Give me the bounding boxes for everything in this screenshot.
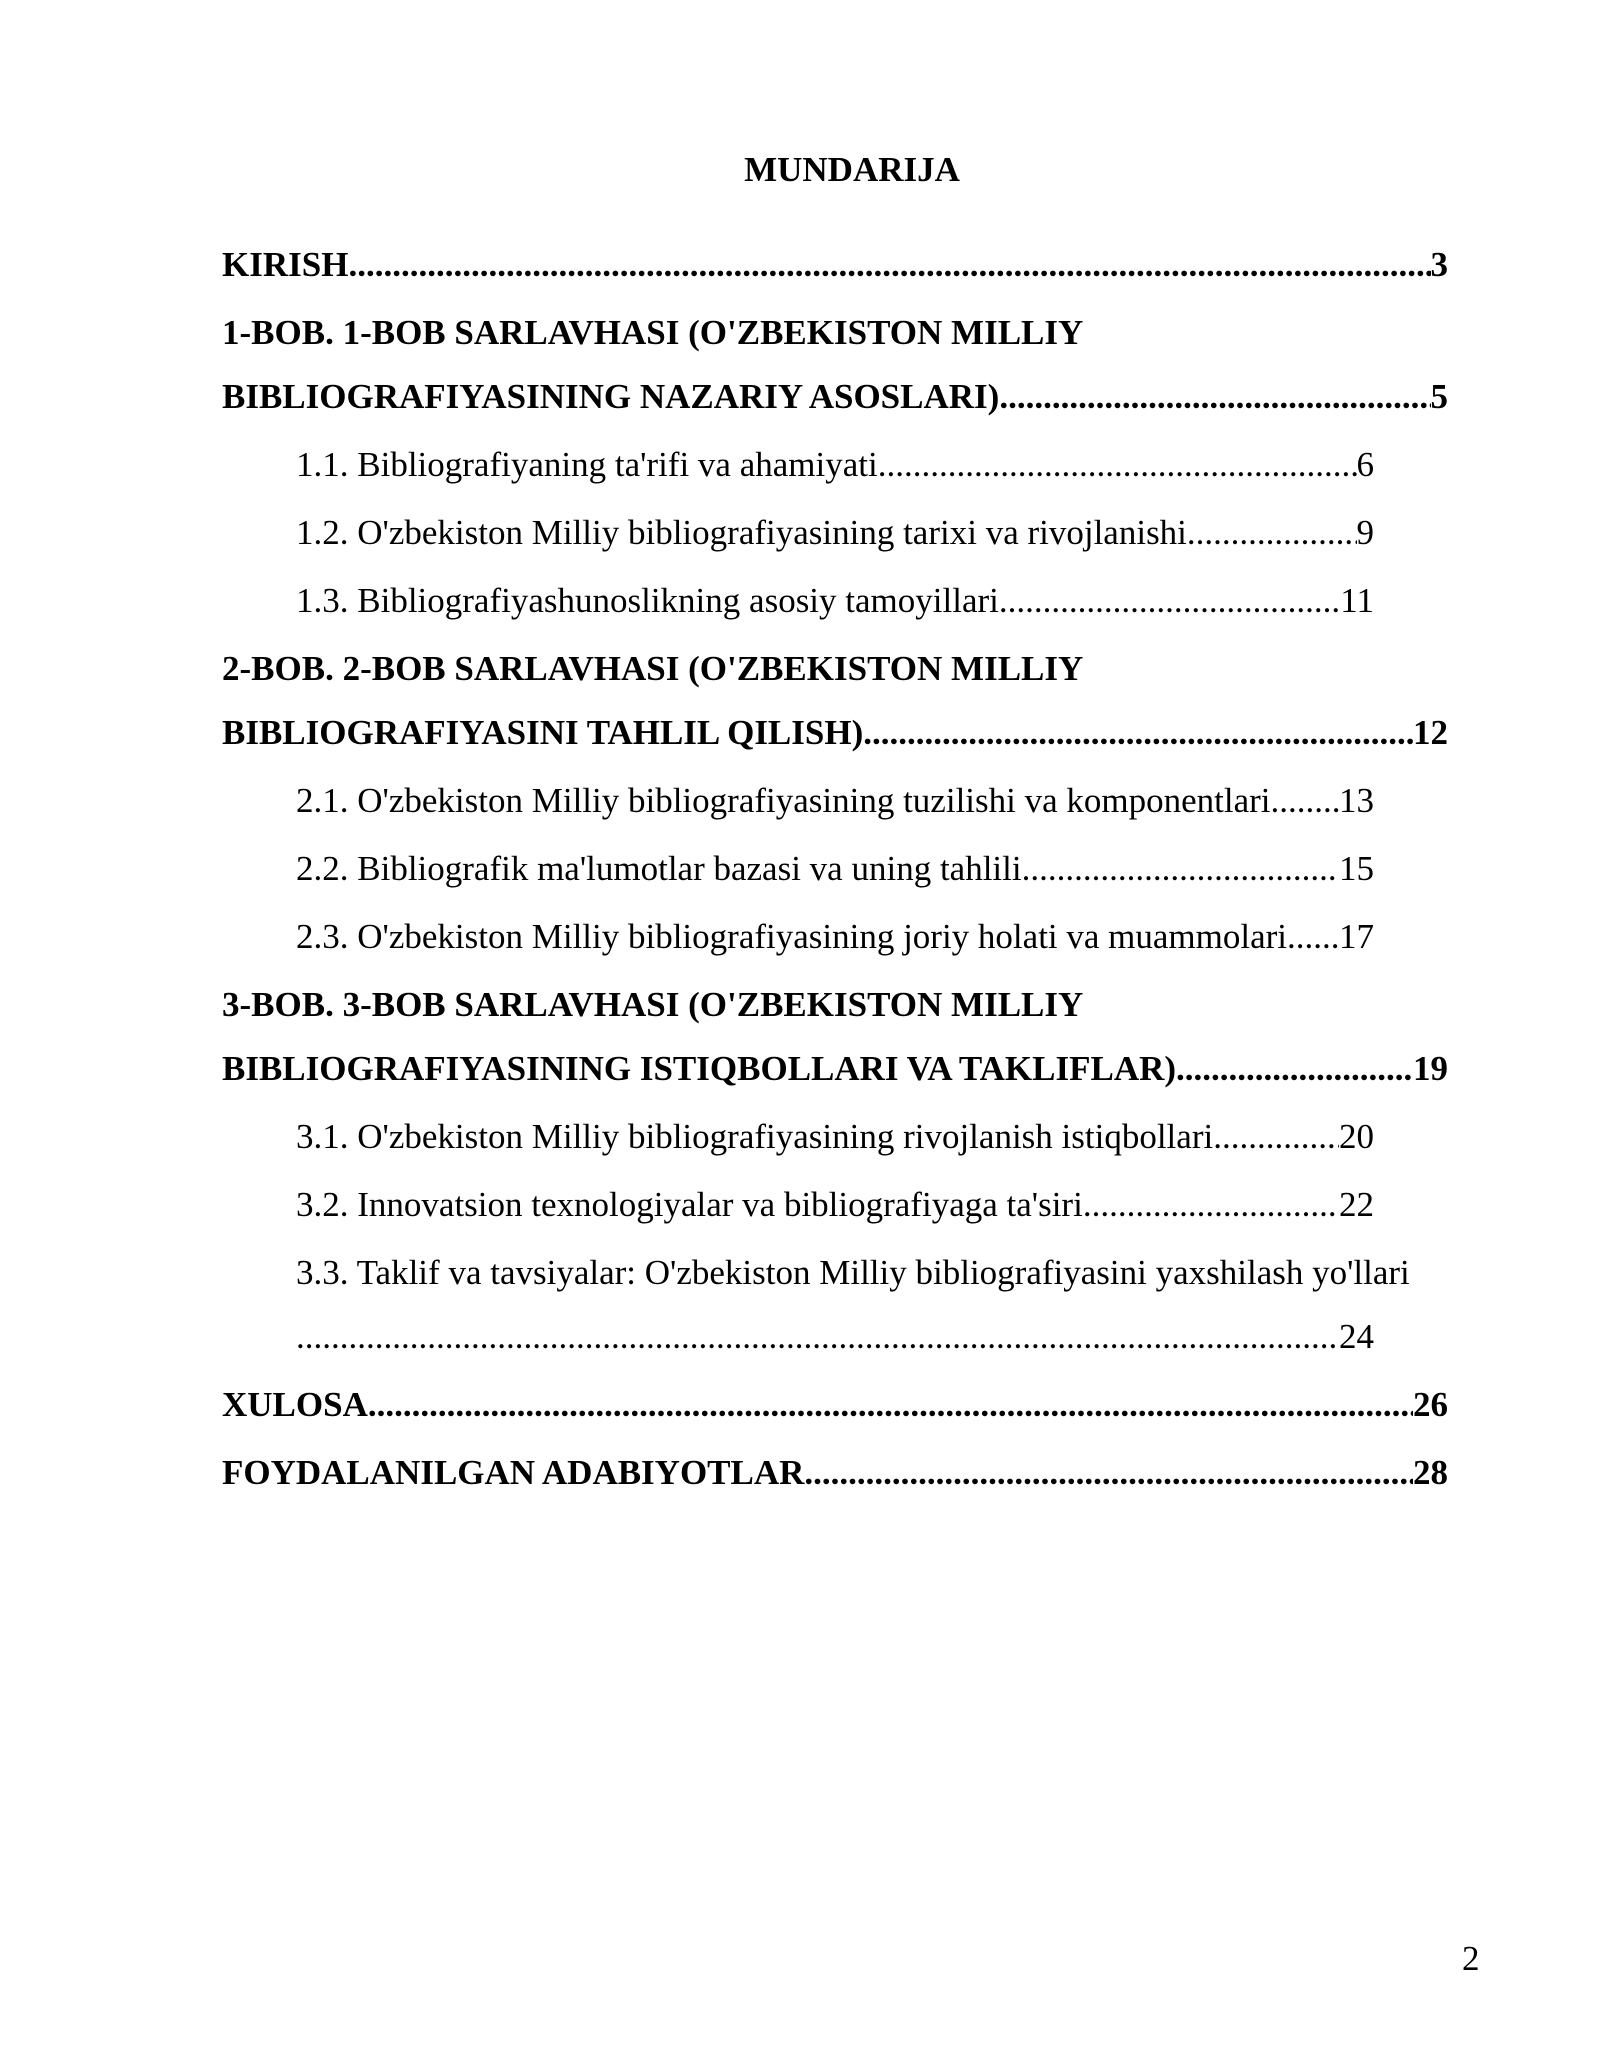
toc-entry-text: KIRISH [222, 245, 349, 284]
toc-chapter-3-title-cont[interactable] [222, 1047, 1448, 1091]
toc-section-1-3[interactable] [296, 579, 1374, 623]
dot-leader [1213, 1115, 1339, 1159]
toc-section-2-1[interactable] [296, 779, 1374, 823]
toc-page-number: 13 [1339, 781, 1374, 820]
toc-page-number: 15 [1339, 849, 1374, 888]
dot-leader [999, 375, 1430, 419]
dot-leader [296, 1315, 1339, 1359]
toc-chapter-1-title[interactable] [222, 311, 1083, 355]
toc-section-1-1[interactable] [296, 443, 1374, 487]
dot-leader [368, 1383, 1413, 1427]
page-title: MUNDARIJA [744, 150, 960, 189]
toc-entry-kirish[interactable] [222, 243, 1448, 287]
toc-entry-text: 1.2. O'zbekiston Milliy bibliografiyasining tarixi va rivojlanishi [296, 513, 1187, 552]
toc-section-3-1[interactable] [296, 1115, 1374, 1159]
toc-page-number: 6 [1356, 445, 1374, 484]
toc-page-number: 28 [1413, 1453, 1448, 1492]
toc-chapter-3-title[interactable] [222, 983, 1083, 1027]
toc-section-2-2[interactable] [296, 847, 1374, 891]
dot-leader [1022, 847, 1339, 891]
toc-chapter-2-title-cont[interactable] [222, 711, 1448, 755]
page-number: 2 [1462, 1939, 1480, 1978]
toc-page-number: 3 [1430, 245, 1448, 284]
toc-page-number: 12 [1413, 713, 1448, 752]
toc-entry-text: 1.3. Bibliografiyashunoslikning asosiy tamoyillari [296, 581, 999, 620]
toc-entry-text: 1-BOB. 1-BOB SARLAVHASI (O'ZBEKISTON MILLIY [222, 313, 1084, 352]
toc-entry-text: BIBLIOGRAFIYASINING NAZARIY ASOSLARI) [222, 377, 1000, 416]
toc-entry-text: XULOSA [222, 1385, 368, 1424]
toc-page-number: 5 [1430, 377, 1448, 416]
toc-section-2-3[interactable] [296, 915, 1374, 959]
dot-leader [804, 1451, 1413, 1495]
toc-page-number: 9 [1356, 513, 1374, 552]
dot-leader [1176, 1047, 1413, 1091]
toc-entry-text: 3.1. O'zbekiston Milliy bibliografiyasining rivojlanish istiqbollari [296, 1117, 1214, 1156]
toc-section-3-3[interactable] [296, 1251, 1410, 1295]
toc-page-number: 19 [1413, 1049, 1448, 1088]
dot-leader [348, 243, 1430, 287]
toc-entry-text: 2.1. O'zbekiston Milliy bibliografiyasining tuzilishi va komponentlari. [296, 781, 1280, 820]
toc-page-number: 11 [1340, 581, 1374, 620]
toc-page-number: 26 [1413, 1385, 1448, 1424]
toc-entry-text: 1.1. Bibliografiyaning ta'rifi va ahamiyati [296, 445, 878, 484]
toc-chapter-1-title-cont[interactable] [222, 375, 1448, 419]
dot-leader [1279, 779, 1339, 823]
toc-page-number: 20 [1339, 1117, 1374, 1156]
dot-leader [999, 579, 1340, 623]
toc-entry-xulosa[interactable] [222, 1383, 1448, 1427]
dot-leader [863, 711, 1413, 755]
dot-leader [1187, 511, 1357, 555]
toc-entry-text: 2.2. Bibliografik ma'lumotlar bazasi va uning tahlili [296, 849, 1022, 888]
dot-leader [1287, 915, 1339, 959]
toc-entry-text: 3-BOB. 3-BOB SARLAVHASI (O'ZBEKISTON MILLIY [222, 985, 1084, 1024]
toc-entry-text: BIBLIOGRAFIYASINI TAHLIL QILISH) [222, 713, 864, 752]
toc-entry-text: 3.2. Innovatsion texnologiyalar va bibliografiyaga ta'siri [296, 1185, 1083, 1224]
toc-section-3-3-cont[interactable] [296, 1315, 1374, 1359]
toc-entry-text: 2-BOB. 2-BOB SARLAVHASI (O'ZBEKISTON MILLIY [222, 649, 1084, 688]
toc-page-number: 24 [1339, 1317, 1374, 1356]
toc-entry-adabiyotlar[interactable] [222, 1451, 1448, 1495]
toc-page-number: 22 [1339, 1185, 1374, 1224]
dot-leader [1083, 1183, 1339, 1227]
dot-leader [878, 443, 1357, 487]
toc-entry-text: BIBLIOGRAFIYASINING ISTIQBOLLARI VA TAKLIFLAR) [222, 1049, 1177, 1088]
toc-entry-text: FOYDALANILGAN ADABIYOTLAR [222, 1453, 805, 1492]
toc-entry-text: 3.3. Taklif va tavsiyalar: O'zbekiston Milliy bibliografiyasini yaxshilash yo'llari [296, 1253, 1410, 1292]
toc-section-3-2[interactable] [296, 1183, 1374, 1227]
toc-page-number: 17 [1339, 917, 1374, 956]
toc-chapter-2-title[interactable] [222, 647, 1083, 691]
toc-section-1-2[interactable] [296, 511, 1374, 555]
toc-entry-text: 2.3. O'zbekiston Milliy bibliografiyasining joriy holati va muammolari [296, 917, 1288, 956]
